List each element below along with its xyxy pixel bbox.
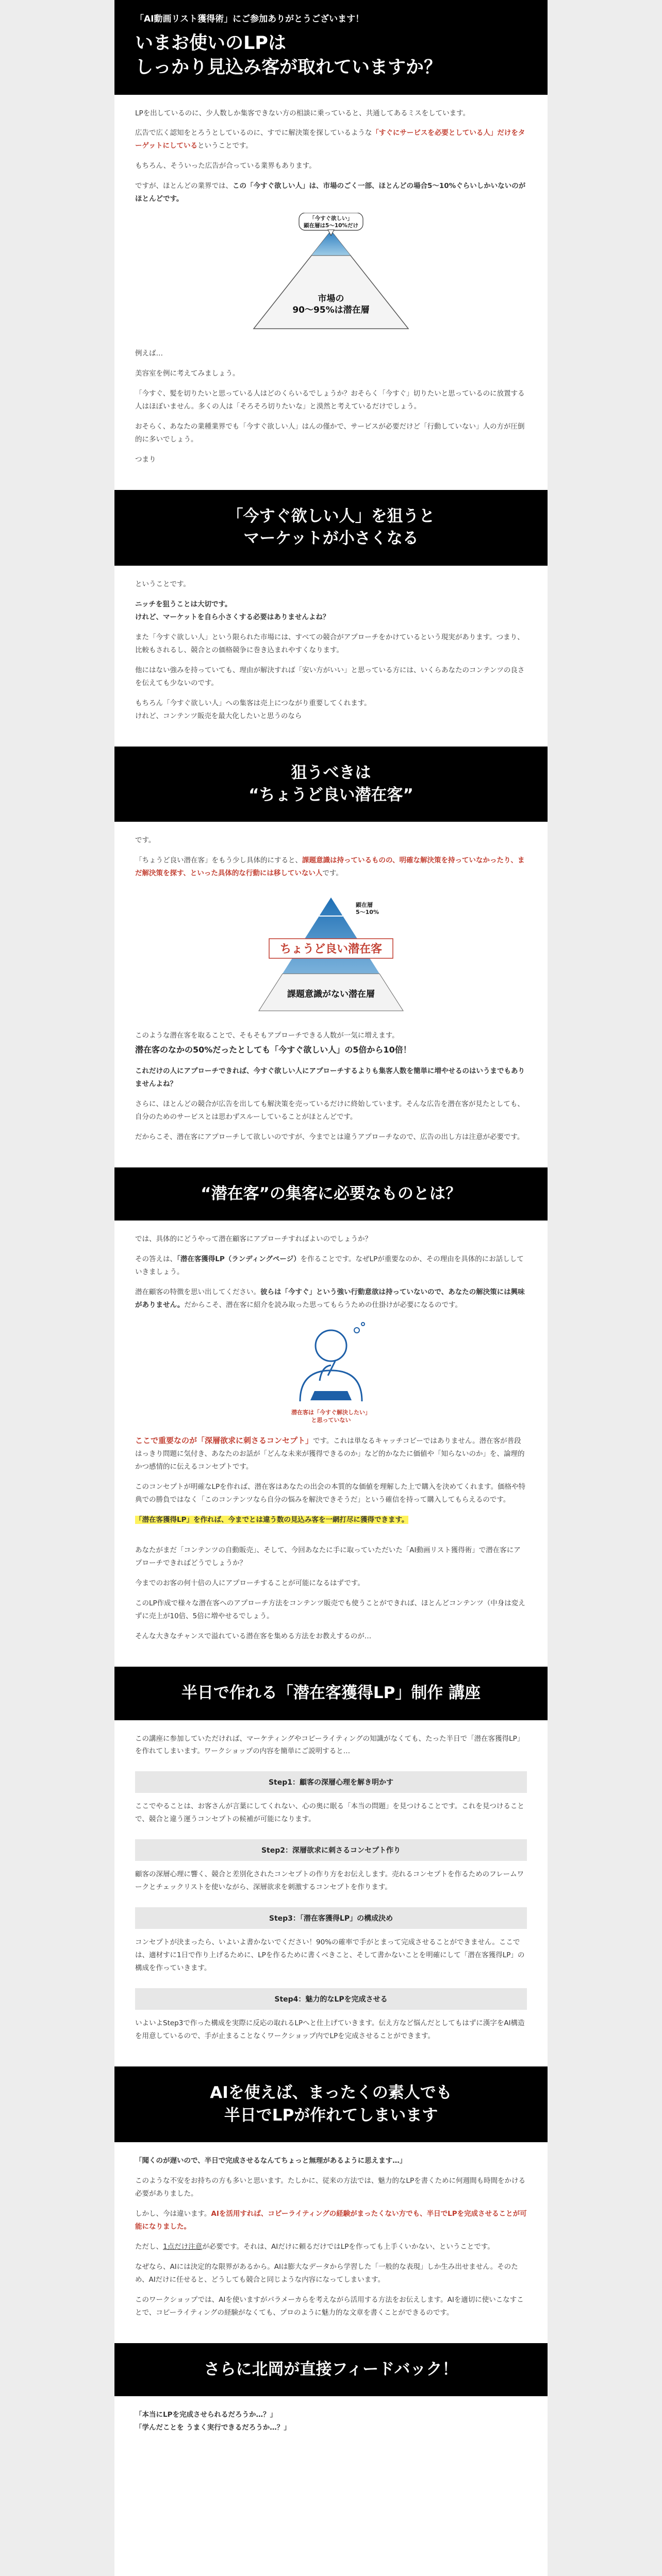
sec1-p5: もちろん「今すぐ欲しい人」への集客は売上につながり重要してくれます。 けれど、コンテンツ販売を最大化したいと思うのなら [135, 699, 371, 720]
intro2-p1: 例えば… [135, 349, 163, 358]
sec3-p5: このコンセプトが明確なLPを作れば、潜在客はあなたの出会の本質的な価値を理解した上で購入を決めてくれます。価格や特典での勝負ではなく「このコンテンツなら自分の悩みを解決できそうだ」という確信を持って購入してもらえるのです。 [135, 1483, 526, 1504]
step1-text: ここでやることは、お客さんが言葉にしてくれない、心の奥に眠る「本当の問題」を見つけることです。これを見つけることで、競合と違う運うコンセプトの候補が可能になります。 [135, 1802, 524, 1824]
section-2-body [114, 834, 548, 1143]
intro2-p4: おそらく、あなたの業種業界でも「今すぐ欲しい人」はんの僅かで、サービスが必要だけど「行動していない」人の方が圧倒的に多いでしょう。 [135, 422, 525, 444]
step1-heading: Step1：顧客の深層心理を解き明かす [135, 1771, 527, 1793]
intro-section [114, 107, 548, 467]
section-4-title: 半日で作れる「潜在客獲得LP」制作 講座 [181, 1684, 481, 1703]
thinking-figure [135, 1319, 527, 1425]
sec2-p5: さらに、ほとんどの競合が広告を出しても解決策を売っているだけに終始しています。そんな広告を潜在客が見たとしても、自分のためのサービスとは思わずスルーしていることがほとんどです。 [135, 1099, 524, 1121]
sec3-p4: ここで重要なのが「深層欲求に刺さるコンセプト」です。これは単なるキャッチコピーではありません。潜在客が普段はっきり問題に気付き、あなたのお話が「どんな未来が獲得できるのか」など的かなたに価値や「知らないのか」を、論理的かつ感情的に伝えるコンセプトです。 [135, 1435, 525, 1471]
sec5-p2: このような不安をお持ちの方も多いと思います。たしかに、従来の方法では、魅力的なLPを書くために何週間も時間をかける必要がありました。 [135, 2176, 526, 2198]
page-title [135, 31, 527, 80]
sec3-p3: 潜在顧客の特徴を思い出してください。彼らは「今すぐ」という強い行動意欲は持っていないので、あなたの解決策には興味がありません。だからこそ、潜在客に紹介を読み取った思ってもらうための仕掛けが必要になるのです。 [135, 1287, 525, 1309]
step4-text: いよいよStep3で作った構成を実際に反応の取れるLPへと仕上げていきます。伝え方など悩んだとしてもはずに漢字をAI構造を用意しているので、手が止まることなくワークショップ内でLPを完成させることができます。 [135, 2019, 525, 2041]
sec3-p10: そんな大きなチャンスで溢れている潜在客を集める方法をお教えするのが… [135, 1632, 372, 1641]
section-3-title: “潜在客”の集客に必要なものとは？ [201, 1184, 461, 1203]
sec1-p3: また「今すぐ欲しい人」という限られた市場には、すべての競合がアプローチをかけているという現実があります。つまり、比較もされるし、競合との価格競争に巻き込まれやすくなります。 [135, 633, 524, 654]
section-band-3 [114, 1167, 548, 1221]
sec2-p1: です。 [135, 836, 156, 845]
page-title-line1: いまお使いのLPは [135, 33, 286, 54]
thinking-person-icon [279, 1319, 383, 1406]
intro2-p5: つまり [135, 455, 156, 464]
target-pyramid-figure [223, 887, 439, 1016]
section-3-body [114, 1233, 548, 1643]
intro-p4: ですが、ほとんどの業界では、この「今すぐ欲しい人」は、市場のごく一部、ほとんどの場合5〜10%ぐらいしかいないのがほとんどです。 [135, 182, 526, 204]
sec3-p1: では、具体的にどうやって潜在顧客にアプローチすればよいのでしょうか？ [135, 1235, 372, 1244]
sec4-p1: この講座に参加していただければ、マーケティングやコピーライティングの知識がなくても、たった半日で「潜在客獲得LP」を作れてしまいます。ワークショップの内容を簡単にご説明すると… [135, 1734, 524, 1756]
market-pyramid-figure [238, 213, 424, 334]
sec1-p1: ということです。 [135, 580, 190, 588]
section-1-title: 「今すぐ欲しい人」を狙うと マーケットが小さくなる [227, 507, 435, 548]
section-6-body [114, 2409, 548, 2434]
section-band-4 [114, 1667, 548, 1720]
sec5-p6: このワークショップでは、AIを使いますがパラメーカらを考えながら活用する方法をお伝えします。AIを適切に使いこなすことで、コピーライティングの経験がなくても、プロのように魅力的な文章を書くことができるのです。 [135, 2295, 524, 2317]
section-5-body [114, 2155, 548, 2319]
sec5-p5: なぜなら、AIには決定的な限界があるから。AIは膨大なデータから学習した「一般的な表現」しか生み出せません。そのため、AIだけに任せると、どうしても競合と同じような内容になってしまいます。 [135, 2262, 518, 2284]
sec2-p2: 「ちょうど良い潜在客」をもう少し具体的にすると、課題意識は持っているものの、明確な解決策を持っていなかったり、まだ解決策を探す、といった具体的な行動には移していない人です。 [135, 856, 525, 878]
step2-text: 顧客の深層心理に響く、競合と差別化されたコンセプトの作り方をお伝えします。売れるコンセプトを作るためのフレームワークとチェックリストを使いながら、深層欲求を刺激するコンセプトを作ります。 [135, 1870, 524, 1892]
section-4-intro [114, 1733, 548, 1758]
sec6-p1: 「本当にLPを完成させられるだろうか…？」 「学んだことを うまく実行できるだろうか…？」 [135, 2411, 291, 2432]
sec3-p2: その答えは、「潜在客獲得LP（ランディングページ）を作ることです。なぜLPが重要なのか、その理由を具体的にお話ししていきましょう。 [135, 1255, 524, 1277]
sec5-p1: 「聞くのが遅いので、半日で完成させるなんてちょっと無理があるように思えます…」 [135, 2156, 407, 2165]
page-title-line2: しっかり見込み客が取れていますか？ [135, 57, 442, 78]
greeting-text: 「AI動画リスト獲得術」にご参加ありがとうございます！ [135, 14, 365, 24]
sec2-p4: これだけの人にアプローチできれば、今すぐ欲しい人にアプローチするよりも集客人数を簡単に増やせるのはいうまでもありませんよね？ [135, 1066, 525, 1088]
hero-header [114, 0, 548, 95]
callout-line1: 「今すぐ欲しい」 [309, 215, 353, 222]
step2-heading: Step2：深層欲求に刺さるコンセプト作り [135, 1839, 527, 1861]
pyr2-top-line2: 5〜10% [356, 909, 379, 916]
callout-line2: 顕在層は5〜10%だけ [304, 223, 358, 229]
sec1-p2: ニッチを狙うことは大切です。 けれど、マーケットを自ら小さくする必要はありませんよね？ [135, 600, 330, 621]
sec2-p3: このような潜在客を取ることで、そもそもアプローチできる人数が一気に増えます。 潜在客のなかの50%だったとしても「今すぐ欲しい人」の5倍から10倍！ [135, 1031, 411, 1055]
pyr2-mid-label: ちょうど良い潜在客 [279, 943, 383, 956]
sec3-p7: あなたがまだ「コンテンツの自動販売」、そして、今回あなたに手に取っていただいた「AI動画リスト獲得術」で潜在客にアプローチできればどうでしょうか？ [135, 1546, 521, 1568]
sec5-p4: ただし、1点だけ注意が必要です。それは、AIだけに頼るだけではLPを作っても上手くいかない、ということです。 [135, 2242, 494, 2251]
sec3-p8: 今までのお客の何十倍の人にアプローチすることが可能になるはずです。 [135, 1579, 365, 1588]
sec3-p9: このLP作成で様々な潜在客へのアプローチ方法をコンテンツ販売でも使うことができれば、ほとんどコンテンツ（中身は変えずに売上が10倍、5倍に増やせるでしょう。 [135, 1599, 525, 1621]
section-band-6 [114, 2343, 548, 2396]
section-6-title: さらに北岡が直接フィードバック！ [204, 2360, 458, 2379]
sec3-p6: 「潜在客獲得LP」を作れば、今までとは違う数の見込み客を一網打尽に獲得できます。 [135, 1516, 409, 1524]
intro-p2: 広告で広く認知をとろうとしているのに、すでに解決策を探しているような「すぐにサービスを必要としている人」だけをターゲットにしているということです。 [135, 129, 525, 150]
intro-p1: LPを出しているのに、少人数しか集客できない方の相談に乗っていると、共通してあるミスをしています。 [135, 109, 470, 117]
step3-heading: Step3：「潜在客獲得LP」の構成決め [135, 1907, 527, 1929]
lp-page [114, 0, 548, 2576]
intro2-p2: 美容室を例に考えてみましょう。 [135, 369, 240, 378]
section-band-5 [114, 2066, 548, 2142]
section-5-title: AIを使えば、まったくの素人でも 半日でLPが作れてしまいます [210, 2083, 452, 2125]
section-1-body [114, 578, 548, 723]
sec5-p3: しかし、今は違います。AIを活用すれば、コピーライティングの経験がまったくない方でも、半日でLPを完成させることが可能になりました。 [135, 2209, 527, 2231]
section-band-1 [114, 490, 548, 566]
intro-p3: もちろん、そういった広告が合っている業界もあります。 [135, 162, 316, 171]
sec1-p4: 他にはない強みを持っていても、理由が解決すれば「安い方がいい」と思っている方には、いくらあなたのコンテンツの良さを伝えても少ないのです。 [135, 666, 525, 687]
section-band-2 [114, 747, 548, 822]
pyramid-base-line1: 市場の [318, 294, 344, 304]
intro2-p3: 「今すぐ、髪を切りたいと思っている人はどのくらいるでしょうか？おそらく「今すぐ」切りたいと思っているのに放置する人はほぼいません。多くの人は「そろそろ切りたいな」と漠然と考えているだけでしょう。 [135, 389, 525, 411]
step4-heading: Step4：魅力的なLPを完成させる [135, 1988, 527, 2010]
step3-text: コンセプトが決まったら、いよいよ書かないでください！90%の確率で手がとまって完成させることができません。ここでは、適材すに1日で作り上げるために、LPを作るために書くべきこと、そして書かないことを明確にして「潜在客獲得LP」の構成を作っていきます。 [135, 1938, 525, 1973]
section-2-title: 狙うべきは “ちょうど良い潜在客” [249, 763, 413, 804]
pyr2-bottom-label: 課題意識がない潜在層 [287, 989, 375, 1000]
pyr2-top-line1: 顕在層 [356, 902, 373, 909]
sec2-p6: だからこそ、潜在客にアプローチして欲しいのですが、今までとは違うアプローチなので、広告の出し方は注意が必要です。 [135, 1132, 524, 1141]
pyramid-base-line2: 90〜95%は潜在層 [292, 305, 370, 316]
thinking-caption: 潜在客は「今すぐ解決したい」 と思っていない [291, 1409, 371, 1424]
